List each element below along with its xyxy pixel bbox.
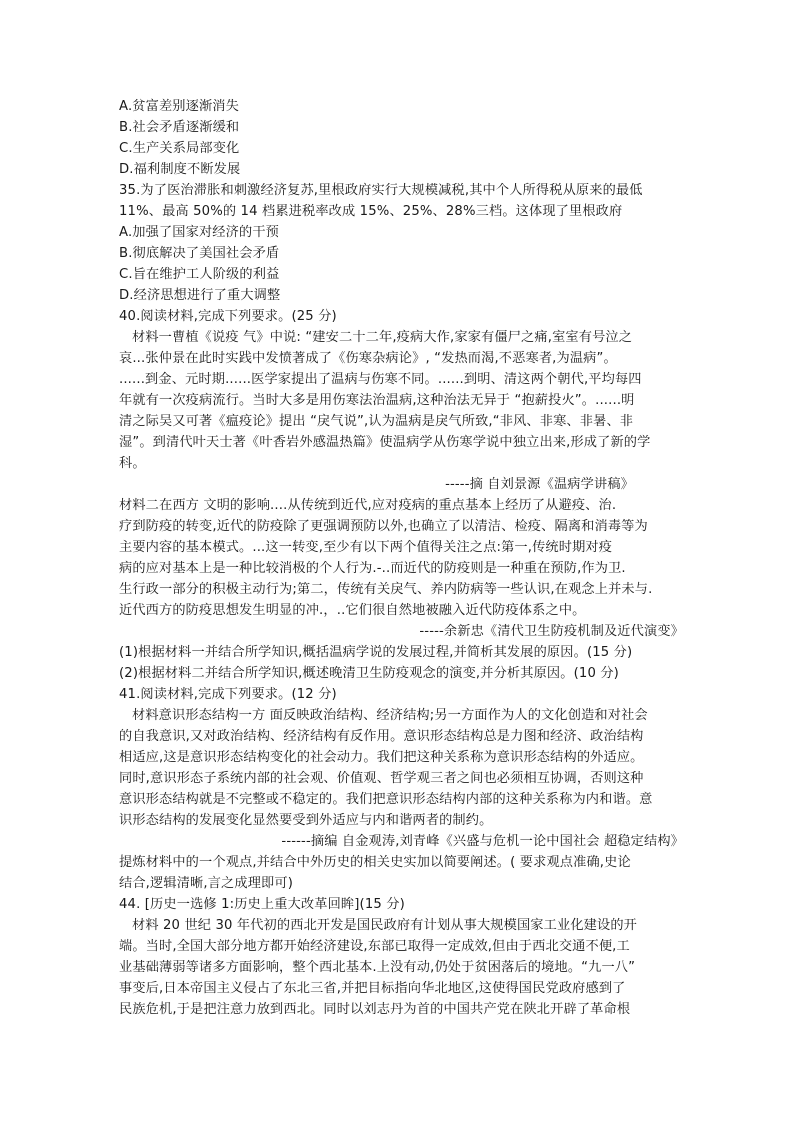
material-2-line: 疗到防疫的转变,近代的防疫除了更强调预防以外,也确立了以清洁、检疫、隔离和消毒等为 [119, 519, 648, 534]
question-44-material-line: 事变后,日本帝国主义侵占了东北三省,并把目标指向华北地区,这使得国民党政府感到了 [119, 981, 626, 996]
material-1-line: 清之际吴又可著《瘟疫论》提出 “戾气说”,认为温病是戾气所致,“非风、非寒、非暑、非 [119, 414, 634, 429]
material-1-line: 材料一曹植《说疫 气》中说: “建安二十二年,疫病大作,家家有僵尸之痛,室室有号泣之 [132, 330, 633, 345]
material-2-source: -----余新忠《清代卫生防疫机制及近代演变》 [419, 624, 684, 639]
option-b-text: B.社会矛盾逐渐缓和 [119, 120, 240, 135]
question-41-heading: 41.阅读材料,完成下列要求。(12 分) [119, 687, 337, 702]
question-40-part-1: (1)根据材料一并结合所学知识,概括温病学说的发展过程,并简析其发展的原因。(15 分) [119, 645, 633, 660]
q35-option-a: A.加强了国家对经济的干预 [119, 225, 279, 240]
question-41-material-line: 材料意识形态结构一方 面反映政治结构、经济结构;另一方面作为人的文化创造和对社会 [132, 708, 648, 723]
material-1-line: 年就有一次疫病流行。当时大多是用伤寒法治温病,这种治法无异于 “抱薪投火”。......明 [119, 393, 635, 408]
question-41-task-cont: 结合,逻辑清晰,言之成理即可) [119, 876, 294, 891]
question-44-material-line: 业基础薄弱等诸多方面影响，整个西北基本.上没有动,仍处于贫困落后的境地。“九一八” [119, 960, 636, 975]
question-44-heading: 44. [历史一选修 1:历史上重大改革回眸](15 分) [119, 897, 405, 912]
material-1-line: ......到金、元时期......医学家提出了温病与伤寒不同。......到明、清这两个朝代,平均每四 [119, 372, 642, 387]
q35-option-d: D.经济思想进行了重大调整 [119, 288, 281, 303]
q35-option-b: B.彻底解决了美国社会矛盾 [119, 246, 280, 261]
question-41-material-line: 识形态结构的发展变化显然要受到外适应与内和谐两者的制约。 [119, 813, 493, 828]
question-35-stem-cont: 11%、最高 50%的 14 档累进税率改成 15%、25%、28%三档。这体现了里根政府 [119, 204, 623, 219]
material-1-source: -----摘 自刘景源《温病学讲稿》 [445, 477, 634, 492]
question-41-source: ------摘编 自金观涛,刘青峰《兴盛与危机一论中国社会 超稳定结构》 [281, 834, 684, 849]
question-40-heading: 40.阅读材料,完成下列要求。(25 分) [119, 309, 337, 324]
question-41-material-line: 同时,意识形态子系统内部的社会观、价值观、哲学观三者之间也必须相互协调，否则这种 [119, 771, 644, 786]
question-40-part-2: (2)根据材料二并结合所学知识,概述晚清卫生防疫观念的演变,并分析其原因。(10 分) [119, 666, 619, 681]
q35-option-c: C.旨在维护工人阶级的利益 [119, 267, 280, 282]
question-44-material-line: 民族危机,于是把注意力放到西北。同时以刘志丹为首的中国共产党在陕北开辟了革命根 [119, 1002, 631, 1017]
material-2-line: 近代西方的防疫思想发生明显的冲.，..它们很自然地被融入近代防疫体系之中。 [119, 603, 586, 618]
material-1-line: 科。 [119, 456, 146, 471]
material-1-line: 哀...张仲景在此时实践中发愤著成了《伤寒杂病论》, “发热而渴,不恶寒者,为温病”。 [119, 351, 617, 366]
material-2-line: 主要内容的基本模式。...这一转变,至少有以下两个值得关注之点:第一,传统时期对疫 [119, 540, 613, 555]
question-41-material-line: 意识形态结构就是不完整或不稳定的。我们把意识形态结构内部的这种关系称为内和谐。意 [119, 792, 653, 807]
question-41-task: 提炼材料中的一个观点,并结合中外历史的相关史实加以简要阐述。( 要求观点准确,史论 [119, 855, 631, 870]
question-44-material-line: 材料 20 世纪 30 年代初的西北开发是国民政府有计划从事大规模国家工业化建设的开 [132, 918, 638, 933]
option-c-text: C.生产关系局部变化 [119, 141, 240, 156]
material-1-line: 湿”。到清代叶天士著《叶香岩外感温热篇》使温病学从伤寒学说中独立出来,形成了新的学 [119, 435, 651, 450]
material-2-line: 病的应对基本上是一种比较消极的个人行为.-..而近代的防疫则是一种重在预防,作为卫. [119, 561, 626, 576]
question-35-stem: 35.为了医治滞胀和刺激经济复苏,里根政府实行大规模减税,其中个人所得税从原来的最低 [119, 183, 643, 198]
question-41-material-line: 的自我意识,又对政治结构、经济结构有反作用。意识形态结构总是力图和经济、政治结构 [119, 729, 644, 744]
option-d-text: D.福利制度不断发展 [119, 162, 241, 177]
question-44-material-line: 端。当时,全国大部分地方都开始经济建设,东部已取得一定成效,但由于西北交通不便,工 [119, 939, 630, 954]
question-41-material-line: 相适应,这是意识形态结构变化的社会动力。我们把这种关系称为意识形态结构的外适应。 [119, 750, 644, 765]
material-2-line: 材料二在西方 文明的影响....从传统到近代,应对疫病的重点基本上经历了从避疫、治. [119, 498, 617, 513]
material-2-line: 生行政一部分的积极主动行为;第二，传统有关戾气、养内防病等一些认识,在观念上并未与. [119, 582, 653, 597]
option-a-text: A.贫富差别逐渐消失 [119, 99, 239, 114]
